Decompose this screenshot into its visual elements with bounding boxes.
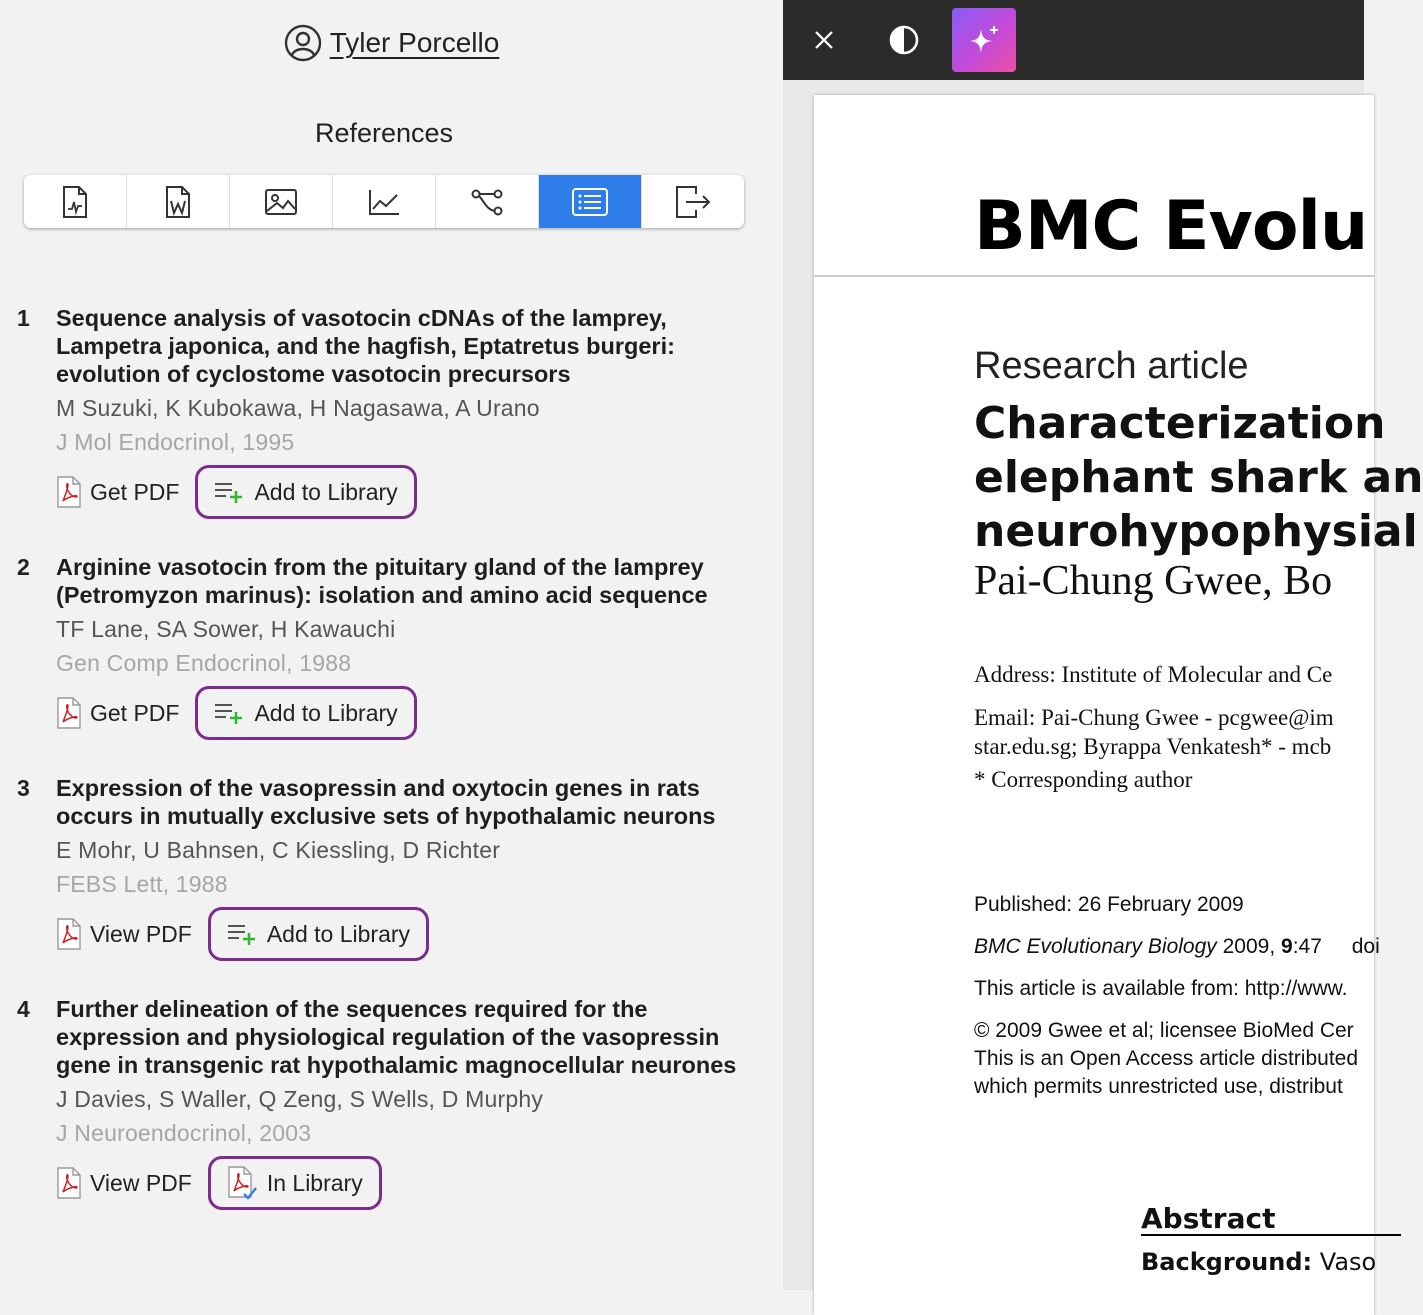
reference-authors: E Mohr, U Bahnsen, C Kiessling, D Richter	[56, 837, 501, 863]
library-button-label: In Library	[266, 1169, 363, 1196]
reference-journal: J Neuroendocrinol, 2003	[56, 1120, 312, 1146]
reference-authors: TF Lane, SA Sower, H Kawauchi	[56, 616, 396, 642]
contrast-icon	[888, 24, 920, 56]
reference-title[interactable]: Arginine vasotocin from the pituitary gland of the lamprey (Petromyzon marinus): isolation and amino acid sequence	[56, 554, 708, 608]
background-label: Background:	[1141, 1248, 1313, 1276]
image-icon	[264, 187, 298, 217]
chart-line-icon	[367, 187, 401, 217]
library-button-label: Add to Library	[254, 478, 398, 505]
availability-line: This article is available from: http://www.	[974, 977, 1348, 1000]
citation-journal: BMC Evolutionary Biology	[974, 935, 1217, 958]
pdf-link-label: Get PDF	[90, 478, 180, 505]
library-button-label: Add to Library	[266, 920, 411, 947]
abstract-heading: Abstract	[1141, 1202, 1276, 1235]
reference-title[interactable]: Sequence analysis of vasotocin cDNAs of the lamprey, Lampetra japonica, and the hagfish, Eptatretus burgeri: evolution of cyclostome vasotocin precursors	[56, 305, 675, 387]
user-profile[interactable]	[0, 24, 783, 62]
contrast-toggle-button[interactable]	[872, 8, 936, 72]
citation-line	[974, 935, 1380, 959]
reference-item	[0, 553, 783, 744]
citation-year: 2009,	[1216, 935, 1282, 958]
reference-number: 3	[17, 775, 30, 801]
author-email-line: Email: Pai-Chung Gwee - pcgwee@im	[974, 705, 1334, 730]
pdf-file-icon	[56, 918, 82, 950]
in-library-button[interactable]	[208, 1156, 382, 1210]
pdf-document-icon	[61, 185, 89, 219]
reference-journal: J Mol Endocrinol, 1995	[56, 429, 295, 455]
tab-pdf[interactable]	[24, 175, 127, 228]
pdf-link-label: Get PDF	[90, 699, 180, 726]
viewer-toolbar	[783, 0, 1364, 80]
export-icon	[674, 185, 712, 219]
close-icon	[813, 29, 835, 51]
citation-doi: doi	[1351, 935, 1380, 958]
reference-number: 1	[17, 305, 30, 331]
tab-word[interactable]	[127, 175, 230, 228]
word-document-icon	[164, 185, 192, 219]
ai-assistant-button[interactable]	[952, 8, 1016, 72]
pdf-file-icon	[56, 697, 82, 729]
reference-item	[0, 995, 783, 1214]
copyright-line: This is an Open Access article distributed	[974, 1047, 1359, 1070]
article-authors: Pai-Chung Gwee, Bo	[974, 558, 1333, 604]
reference-journal: Gen Comp Endocrinol, 1988	[56, 650, 352, 676]
reference-actions	[56, 461, 753, 523]
pdf-file-icon	[56, 1167, 82, 1199]
pdf-page	[814, 95, 1423, 1315]
reference-actions	[56, 1152, 753, 1214]
tab-images[interactable]	[230, 175, 333, 228]
article-title-line: neurohypophysial	[974, 506, 1418, 557]
abstract-background	[1141, 1248, 1376, 1276]
tab-references[interactable]	[539, 175, 642, 228]
pdf-viewer	[783, 0, 1423, 1290]
journal-title: BMC Evolu	[974, 187, 1368, 266]
view-toolbar	[24, 175, 744, 228]
article-title	[974, 397, 1423, 559]
pdf-in-library-icon	[227, 1166, 257, 1200]
author-email-line: star.edu.sg; Byrappa Venkatesh* - mcb	[974, 734, 1332, 759]
add-to-library-button[interactable]	[208, 907, 429, 961]
published-date: Published: 26 February 2009	[974, 893, 1244, 916]
pdf-link-label: View PDF	[90, 1169, 192, 1196]
library-button-label: Add to Library	[254, 699, 398, 726]
copyright-line: © 2009 Gwee et al; licensee BioMed Cer	[974, 1019, 1354, 1042]
citation-page: :47	[1292, 935, 1322, 958]
get-pdf-button[interactable]	[56, 697, 179, 729]
get-pdf-button[interactable]	[56, 476, 179, 508]
pdf-file-icon	[56, 476, 82, 508]
copyright-line: which permits unrestricted use, distribut	[974, 1075, 1343, 1098]
citation-volume: 9	[1281, 935, 1293, 958]
references-list-icon	[571, 187, 609, 217]
view-pdf-button[interactable]	[56, 918, 192, 950]
reference-number: 4	[17, 996, 30, 1022]
abstract-rule	[1141, 1234, 1401, 1236]
add-to-library-button[interactable]	[195, 686, 416, 740]
tab-graph[interactable]	[436, 175, 539, 228]
tab-charts[interactable]	[333, 175, 436, 228]
reference-item	[0, 304, 783, 523]
user-name-link[interactable]: Tyler Porcello	[329, 27, 500, 58]
reference-number: 2	[17, 554, 30, 580]
reference-title[interactable]: Further delineation of the sequences required for the expression and physiological regulation of the vasopressin gene in transgenic rat hypothalamic magnocellular neurones	[56, 996, 737, 1078]
add-to-library-button[interactable]	[195, 465, 416, 519]
add-to-list-icon	[214, 701, 244, 725]
add-to-list-icon	[214, 480, 244, 504]
background-text: Vaso	[1312, 1248, 1377, 1276]
section-title: References	[314, 118, 454, 148]
header-rule	[814, 275, 1374, 277]
add-to-list-icon	[227, 922, 257, 946]
view-pdf-button[interactable]	[56, 1167, 192, 1199]
author-address: Address: Institute of Molecular and Ce	[974, 662, 1333, 687]
pdf-link-label: View PDF	[90, 920, 192, 947]
references-list	[0, 304, 783, 1244]
close-button[interactable]	[792, 8, 856, 72]
reference-actions	[56, 903, 753, 965]
reference-title[interactable]: Expression of the vasopressin and oxytocin genes in rats occurs in mutually exclusive sets of hypothalamic neurons	[56, 775, 716, 829]
corresponding-author-note: * Corresponding author	[974, 767, 1193, 792]
reference-item	[0, 774, 783, 965]
reference-actions	[56, 682, 753, 744]
article-type: Research article	[974, 345, 1249, 387]
reference-authors: M Suzuki, K Kubokawa, H Nagasawa, A Urano	[56, 395, 540, 421]
article-title-line: Characterization	[974, 398, 1386, 449]
sparkle-ai-icon	[967, 23, 1001, 57]
reference-authors: J Davies, S Waller, Q Zeng, S Wells, D Murphy	[56, 1086, 544, 1112]
user-icon	[284, 24, 322, 62]
tab-export[interactable]	[642, 175, 744, 228]
article-title-line: elephant shark an	[974, 452, 1423, 503]
graph-nodes-icon	[470, 187, 504, 217]
reference-journal: FEBS Lett, 1988	[56, 871, 228, 897]
